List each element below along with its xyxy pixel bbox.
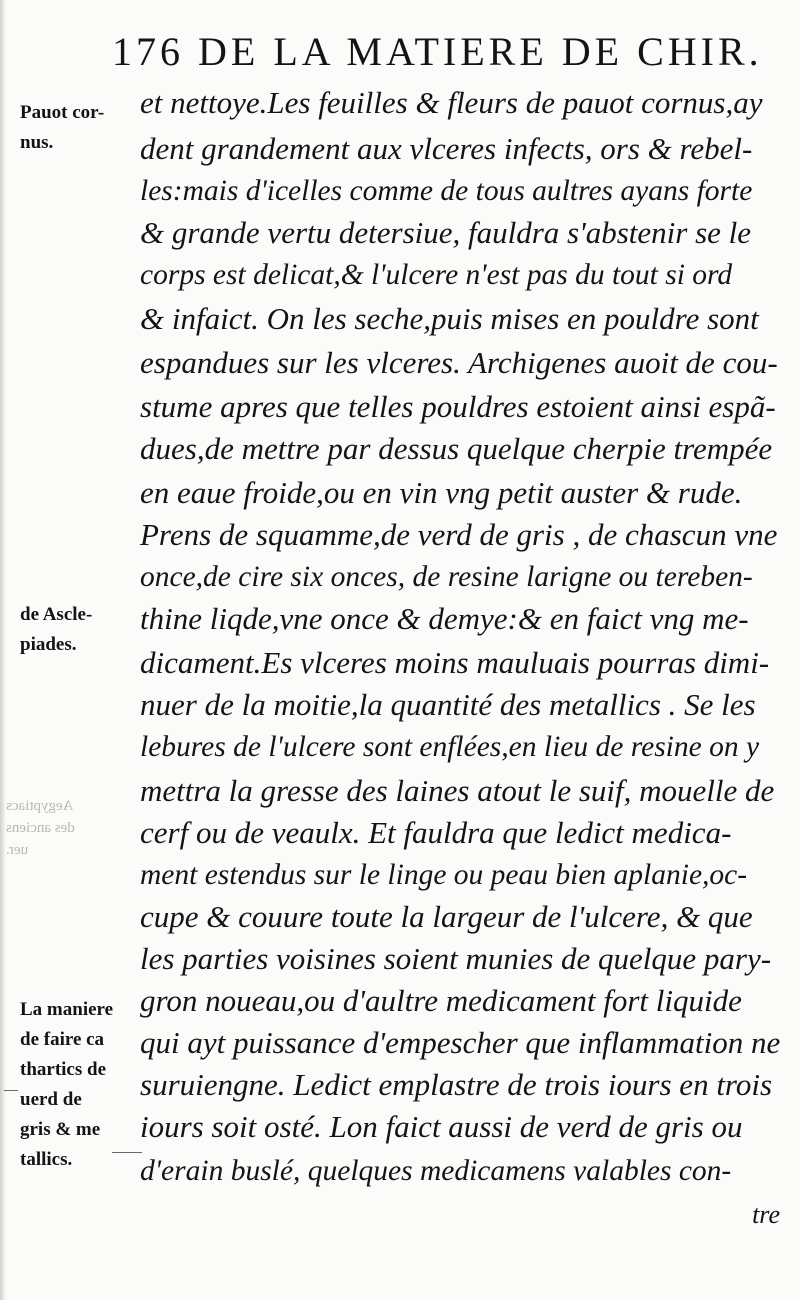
bleed-through-text bbox=[6, 795, 136, 861]
margin-note-pauot bbox=[20, 98, 138, 158]
running-header bbox=[112, 28, 792, 88]
text-line: dicament.Es vlceres moins mauluais pourras dimi- bbox=[140, 645, 770, 680]
text-line: d'erain buslé, quelques medicamens valables con- bbox=[140, 1155, 732, 1187]
text-line: ment estendus sur le linge ou peau bien aplanie,oc- bbox=[140, 859, 748, 891]
text-line: once,de cire six onces, de resine larigne ou tereben- bbox=[140, 561, 753, 593]
text-line: mettra la gresse des laines atout le suif, mouelle de bbox=[140, 773, 775, 808]
text-line: Prens de squamme,de verd de gris , de chascun vne bbox=[140, 517, 778, 552]
margin-note-line: tallics. bbox=[20, 1149, 73, 1170]
text-line: stume apres que telles pouldres estoient ainsi espã- bbox=[140, 389, 776, 424]
margin-note-line: nus. bbox=[20, 132, 54, 153]
text-line: dues,de mettre par dessus quelque cherpie trempée bbox=[140, 431, 773, 466]
margin-note-line: La maniere bbox=[20, 999, 114, 1020]
text-line: dent grandement aux vlceres infects, ors & rebel- bbox=[140, 131, 753, 166]
margin-note-cathartics bbox=[20, 995, 138, 1175]
margin-rule bbox=[4, 1090, 18, 1091]
text-line: iours soit osté. Lon faict aussi de verd de gris ou bbox=[140, 1109, 743, 1144]
text-line: cupe & couure toute la largeur de l'ulcere, & que bbox=[140, 899, 753, 934]
text-line: & infaict. On les seche,puis mises en pouldre sont bbox=[140, 301, 759, 336]
bleed-through-line: des anciens bbox=[6, 820, 75, 836]
margin-note-line: piades. bbox=[20, 634, 77, 655]
page-gutter-shadow bbox=[0, 0, 6, 1300]
running-title: DE LA MATIERE DE CHIR. bbox=[198, 29, 763, 74]
catchword: tre bbox=[752, 1200, 780, 1229]
text-line: thine liqde,vne once & demye:& en faict vng me- bbox=[140, 601, 749, 636]
bleed-through-line: uer. bbox=[6, 842, 29, 858]
margin-note-line: de Ascle- bbox=[20, 604, 93, 625]
text-line: espandues sur les vlceres. Archigenes auoit de cou- bbox=[140, 345, 778, 380]
margin-note-asclepiades bbox=[20, 600, 138, 660]
margin-note-line: thartics de bbox=[20, 1059, 107, 1080]
margin-note-line: Pauot cor- bbox=[20, 102, 105, 123]
text-line: corps est delicat,& l'ulcere n'est pas du tout si ord bbox=[140, 259, 733, 291]
text-line: gron noueau,ou d'aultre medicament fort liquide bbox=[140, 983, 742, 1018]
margin-note-line: uerd de bbox=[20, 1089, 82, 1110]
bleed-through-line: Aegyptiacs bbox=[6, 798, 74, 814]
text-line: suruiengne. Ledict emplastre de trois iours en trois bbox=[140, 1067, 773, 1102]
text-line: lebures de l'ulcere sont enflées,en lieu de resine on y bbox=[140, 731, 760, 763]
margin-rule bbox=[112, 1152, 142, 1153]
text-line: en eaue froide,ou en vin vng petit auster & rude. bbox=[140, 475, 743, 510]
margin-note-line: de faire ca bbox=[20, 1029, 105, 1050]
text-line: les parties voisines soient munies de quelque pary- bbox=[140, 941, 772, 976]
text-line: et nettoye.Les feuilles & fleurs de pauot cornus,ay bbox=[140, 85, 763, 120]
text-line: cerf ou de veaulx. Et fauldra que ledict medica- bbox=[140, 815, 732, 850]
text-line: nuer de la moitie,la quantité des metallics . Se les bbox=[140, 687, 756, 722]
text-line: & grande vertu detersiue, fauldra s'abstenir se le bbox=[140, 215, 752, 250]
margin-note-line: gris & me bbox=[20, 1119, 101, 1140]
page-number: 176 bbox=[112, 29, 184, 74]
text-line: qui ayt puissance d'empescher que inflammation ne bbox=[140, 1025, 781, 1060]
text-line: les:mais d'icelles comme de tous aultres ayans forte bbox=[140, 175, 753, 207]
